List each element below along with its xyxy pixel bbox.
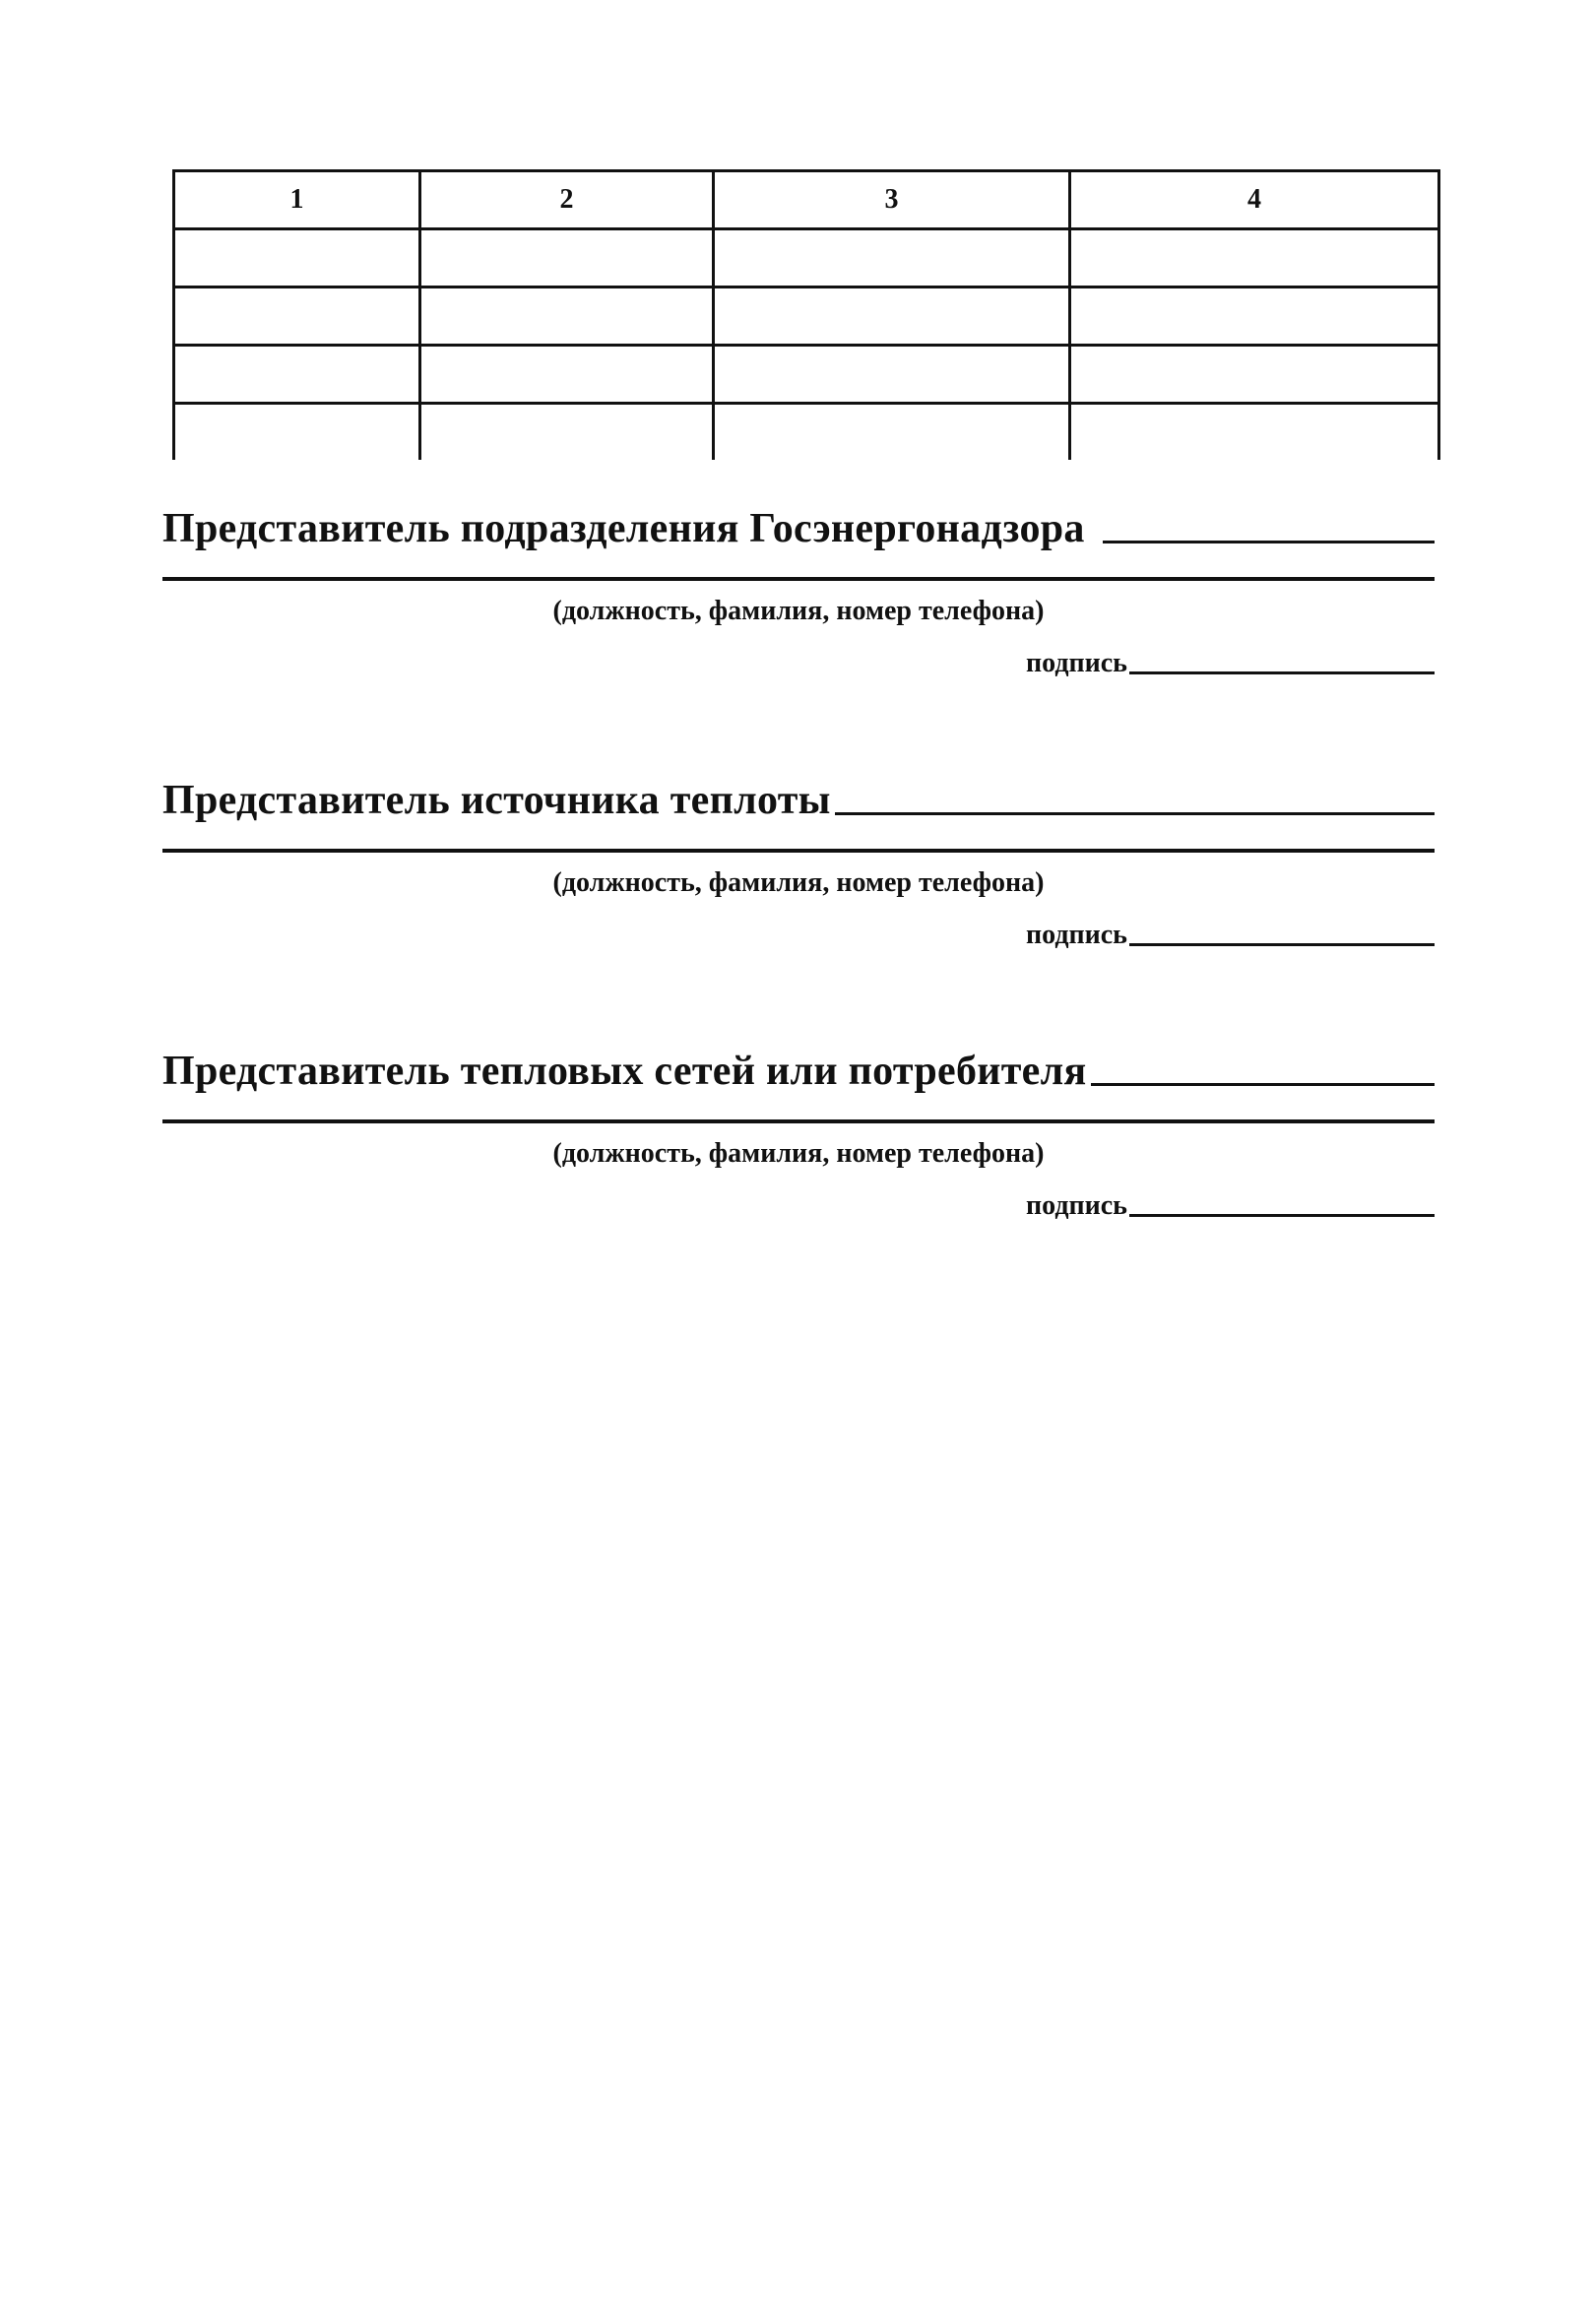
signature-fill-line[interactable] bbox=[1129, 943, 1435, 946]
signature-fill-line[interactable] bbox=[1129, 671, 1435, 674]
details-fill-line[interactable] bbox=[162, 1119, 1435, 1123]
representative-line bbox=[162, 494, 1435, 549]
signature-label: подпись bbox=[1026, 919, 1127, 950]
details-caption: (должность, фамилия, номер телефона) bbox=[552, 596, 1045, 626]
table-cell bbox=[714, 346, 1070, 404]
table-cell bbox=[714, 287, 1070, 346]
table-cell bbox=[1070, 346, 1439, 404]
details-caption: (должность, фамилия, номер телефона) bbox=[552, 867, 1045, 898]
table-cell bbox=[174, 229, 420, 287]
representative-block-heat-networks bbox=[162, 1037, 1435, 1220]
representative-fill-line[interactable] bbox=[1091, 1083, 1435, 1086]
signature-row bbox=[162, 919, 1435, 950]
table-cell bbox=[714, 229, 1070, 287]
column-header-1: 1 bbox=[174, 171, 420, 229]
details-fill-line[interactable] bbox=[162, 577, 1435, 581]
representative-label: Представитель подразделения Госэнергонадзора bbox=[162, 506, 1085, 551]
representative-line bbox=[162, 1037, 1435, 1092]
signature-row bbox=[162, 1189, 1435, 1221]
table-cell bbox=[420, 346, 714, 404]
table-row bbox=[174, 229, 1439, 287]
table-cell bbox=[174, 404, 420, 461]
table-cell bbox=[174, 287, 420, 346]
signature-row bbox=[162, 647, 1435, 678]
data-table bbox=[172, 169, 1440, 460]
column-header-3: 3 bbox=[714, 171, 1070, 229]
column-header-2: 2 bbox=[420, 171, 714, 229]
details-fill-line[interactable] bbox=[162, 849, 1435, 853]
table-row bbox=[174, 404, 1439, 461]
representative-line bbox=[162, 766, 1435, 821]
representative-label: Представитель тепловых сетей или потребителя bbox=[162, 1049, 1087, 1094]
representative-block-heat-source bbox=[162, 766, 1435, 949]
column-header-4: 4 bbox=[1070, 171, 1439, 229]
table-cell bbox=[1070, 229, 1439, 287]
representative-label: Представитель источника теплоты bbox=[162, 778, 831, 823]
table-row bbox=[174, 346, 1439, 404]
table-cell bbox=[420, 229, 714, 287]
representative-block-energy-supervision bbox=[162, 494, 1435, 677]
details-caption: (должность, фамилия, номер телефона) bbox=[552, 1138, 1045, 1169]
representative-fill-line[interactable] bbox=[835, 812, 1435, 815]
table-row bbox=[174, 287, 1439, 346]
signature-label: подпись bbox=[1026, 1189, 1127, 1221]
table-cell bbox=[174, 346, 420, 404]
table-cell bbox=[1070, 287, 1439, 346]
representative-fill-line[interactable] bbox=[1103, 541, 1435, 543]
signature-label: подпись bbox=[1026, 647, 1127, 678]
table-cell bbox=[420, 287, 714, 346]
signature-fill-line[interactable] bbox=[1129, 1214, 1435, 1217]
table-cell bbox=[1070, 404, 1439, 461]
table-header-row bbox=[174, 171, 1439, 229]
table-cell bbox=[714, 404, 1070, 461]
table-cell bbox=[420, 404, 714, 461]
